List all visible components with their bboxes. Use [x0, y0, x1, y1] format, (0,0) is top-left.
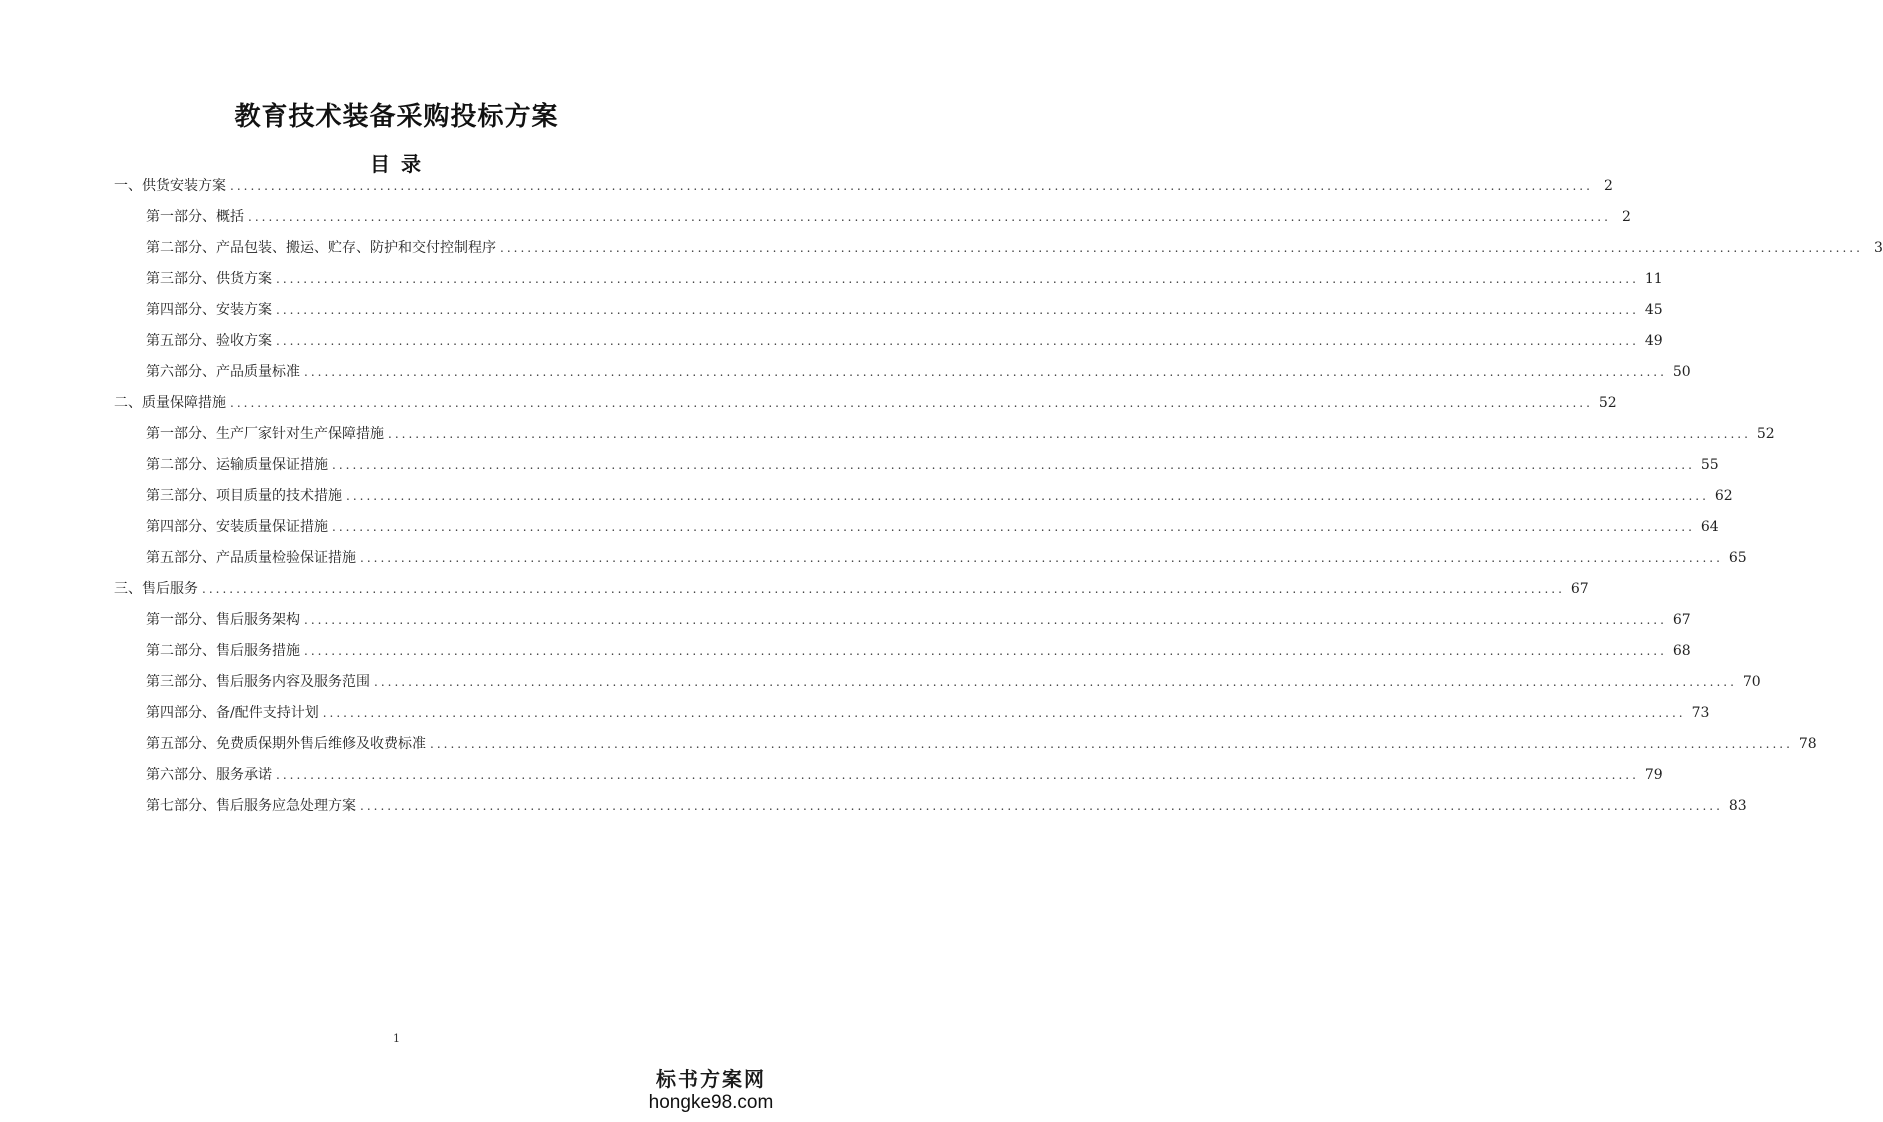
- toc-leader-dots: ........................................................................................................................................................................................................: [276, 768, 1639, 782]
- toc-entry[interactable]: [114, 729, 1817, 760]
- toc-entry-page: 2: [1603, 178, 1613, 194]
- toc-entry-label: 第四部分、备/配件支持计划: [146, 705, 319, 721]
- toc-leader-dots: ........................................................................................................................................................................................................: [202, 582, 1565, 596]
- toc-entry-label: 第三部分、售后服务内容及服务范围: [146, 674, 370, 690]
- toc-entry-page: 70: [1742, 674, 1761, 690]
- table-of-contents: [114, 171, 1883, 822]
- toc-leader-dots: ........................................................................................................................................................................................................: [304, 644, 1667, 658]
- toc-leader-dots: ........................................................................................................................................................................................................: [322, 706, 1686, 720]
- toc-leader-dots: ........................................................................................................................................................................................................: [374, 675, 1737, 689]
- toc-entry[interactable]: [114, 667, 1761, 698]
- toc-leader-dots: ........................................................................................................................................................................................................: [346, 489, 1709, 503]
- toc-leader-dots: ........................................................................................................................................................................................................: [500, 241, 1863, 255]
- toc-entry-label: 第一部分、概括: [146, 209, 244, 225]
- toc-entry-label: 第二部分、运输质量保证措施: [146, 457, 328, 473]
- toc-entry[interactable]: [114, 512, 1719, 543]
- toc-entry-label: 第五部分、免费质保期外售后维修及收费标准: [146, 736, 426, 752]
- toc-leader-dots: ........................................................................................................................................................................................................: [332, 520, 1695, 534]
- toc-entry-page: 68: [1672, 643, 1691, 659]
- toc-entry[interactable]: [114, 450, 1719, 481]
- toc-entry-label: 第七部分、售后服务应急处理方案: [146, 798, 356, 814]
- toc-entry-label: 第五部分、产品质量检验保证措施: [146, 550, 356, 566]
- toc-heading: 目 录: [370, 152, 423, 176]
- toc-leader-dots: ........................................................................................................................................................................................................: [276, 272, 1639, 286]
- watermark-title: 标书方案网: [656, 1067, 766, 1091]
- toc-entry[interactable]: [114, 791, 1747, 822]
- toc-leader-dots: ........................................................................................................................................................................................................: [304, 365, 1667, 379]
- toc-entry[interactable]: [114, 574, 1589, 605]
- toc-entry-page: 62: [1714, 488, 1733, 504]
- toc-entry-label: 第四部分、安装质量保证措施: [146, 519, 328, 535]
- toc-entry[interactable]: [114, 605, 1691, 636]
- toc-entry-page: 67: [1672, 612, 1691, 628]
- page-number: 1: [393, 1032, 400, 1045]
- toc-entry-label: 第一部分、售后服务架构: [146, 612, 300, 628]
- watermark-url: hongke98.com: [648, 1092, 774, 1113]
- toc-leader-dots: ........................................................................................................................................................................................................: [332, 458, 1695, 472]
- toc-entry[interactable]: [114, 636, 1691, 667]
- toc-entry-label: 三、售后服务: [114, 581, 198, 597]
- toc-entry-label: 第五部分、验收方案: [146, 333, 272, 349]
- document-title: 教育技术装备采购投标方案: [234, 102, 559, 132]
- toc-entry[interactable]: [114, 326, 1663, 357]
- toc-entry-page: 79: [1644, 767, 1663, 783]
- toc-entry[interactable]: [114, 295, 1663, 326]
- toc-entry-page: 45: [1644, 302, 1663, 318]
- toc-entry[interactable]: [114, 233, 1883, 264]
- toc-leader-dots: ........................................................................................................................................................................................................: [230, 179, 1593, 193]
- toc-entry-page: 73: [1691, 705, 1710, 721]
- toc-entry-page: 52: [1756, 426, 1775, 442]
- toc-entry-page: 50: [1672, 364, 1691, 380]
- toc-entry-page: 49: [1644, 333, 1663, 349]
- toc-entry-label: 一、供货安装方案: [114, 178, 226, 194]
- toc-entry-label: 第三部分、供货方案: [146, 271, 272, 287]
- toc-entry[interactable]: [114, 264, 1663, 295]
- toc-entry-page: 65: [1728, 550, 1747, 566]
- toc-entry-label: 第四部分、安装方案: [146, 302, 272, 318]
- toc-entry-page: 3: [1873, 240, 1883, 256]
- toc-leader-dots: ........................................................................................................................................................................................................: [360, 799, 1723, 813]
- toc-entry[interactable]: [114, 171, 1613, 202]
- toc-leader-dots: ........................................................................................................................................................................................................: [230, 396, 1593, 410]
- toc-leader-dots: ........................................................................................................................................................................................................: [388, 427, 1751, 441]
- toc-entry-label: 第三部分、项目质量的技术措施: [146, 488, 342, 504]
- toc-entry-label: 第六部分、产品质量标准: [146, 364, 300, 380]
- toc-entry-page: 52: [1598, 395, 1617, 411]
- toc-leader-dots: ........................................................................................................................................................................................................: [248, 210, 1611, 224]
- toc-leader-dots: ........................................................................................................................................................................................................: [430, 737, 1793, 751]
- toc-entry-label: 二、质量保障措施: [114, 395, 226, 411]
- toc-entry-page: 67: [1570, 581, 1589, 597]
- toc-leader-dots: ........................................................................................................................................................................................................: [360, 551, 1723, 565]
- toc-entry[interactable]: [114, 543, 1747, 574]
- toc-entry[interactable]: [114, 357, 1691, 388]
- toc-entry[interactable]: [114, 481, 1733, 512]
- toc-entry[interactable]: [114, 698, 1710, 729]
- toc-entry[interactable]: [114, 419, 1775, 450]
- toc-entry-page: 11: [1644, 271, 1663, 287]
- toc-leader-dots: ........................................................................................................................................................................................................: [304, 613, 1667, 627]
- toc-leader-dots: ........................................................................................................................................................................................................: [276, 303, 1639, 317]
- toc-entry[interactable]: [114, 760, 1663, 791]
- toc-entry-page: 78: [1798, 736, 1817, 752]
- toc-entry-page: 83: [1728, 798, 1747, 814]
- toc-entry-label: 第二部分、售后服务措施: [146, 643, 300, 659]
- toc-entry-label: 第六部分、服务承诺: [146, 767, 272, 783]
- toc-entry[interactable]: [114, 202, 1631, 233]
- toc-leader-dots: ........................................................................................................................................................................................................: [276, 334, 1639, 348]
- toc-entry-page: 64: [1700, 519, 1719, 535]
- toc-entry[interactable]: [114, 388, 1617, 419]
- toc-entry-label: 第二部分、产品包装、搬运、贮存、防护和交付控制程序: [146, 240, 496, 256]
- watermark-logo: [641, 1066, 781, 1114]
- toc-entry-label: 第一部分、生产厂家针对生产保障措施: [146, 426, 384, 442]
- toc-entry-page: 55: [1700, 457, 1719, 473]
- toc-entry-page: 2: [1621, 209, 1631, 225]
